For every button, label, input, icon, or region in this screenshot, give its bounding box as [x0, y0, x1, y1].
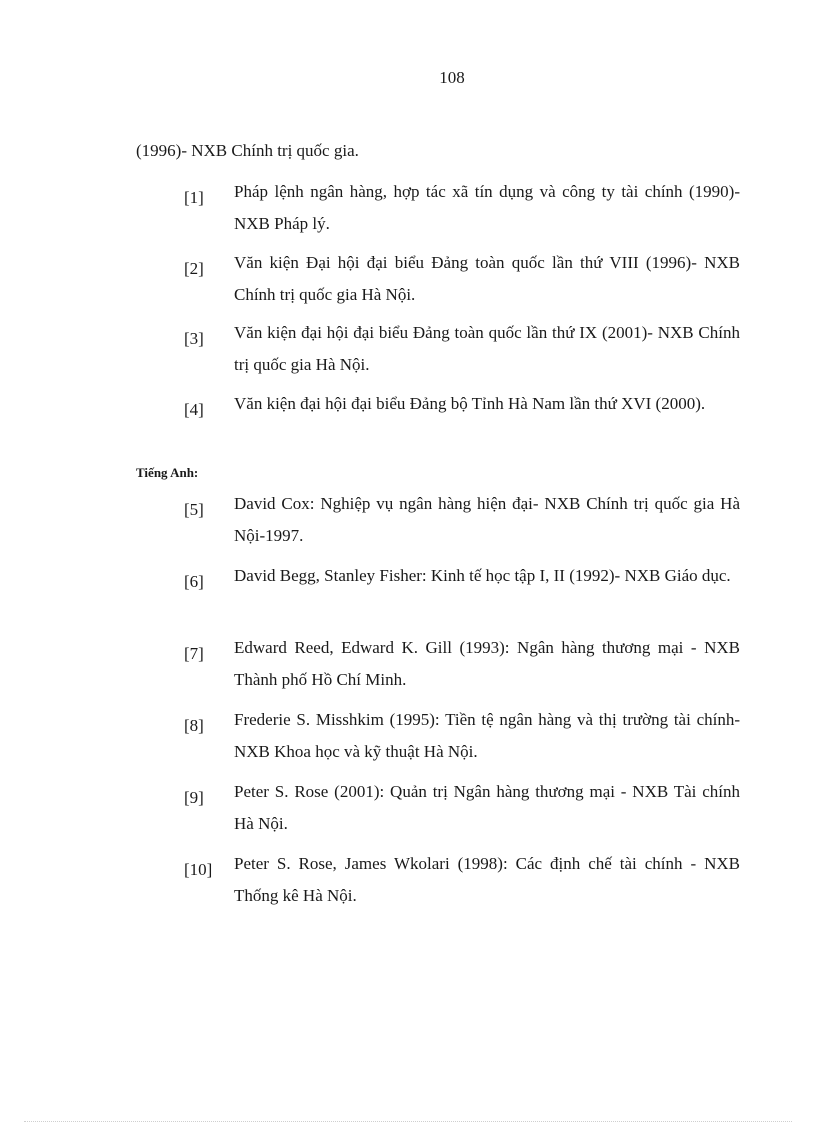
reference-item	[184, 848, 740, 912]
reference-text: Văn kiện đại hội đại biểu Đảng toàn quốc lần thứ IX (2001)- NXB Chính trị quốc gia Hà Nội.	[234, 323, 740, 374]
reference-text: Văn kiện đại hội đại biểu Đảng bộ Tỉnh Hà Nam lần thứ XVI (2000).	[234, 394, 706, 413]
reference-number: [4]	[184, 400, 204, 419]
reference-text: Văn kiện Đại hội đại biểu Đảng toàn quốc lần thứ VIII (1996)- NXB Chính trị quốc gia Hà Nội.	[234, 253, 740, 304]
page-number: 108	[439, 68, 465, 87]
page-bottom-divider	[24, 1121, 792, 1122]
reference-number: [1]	[184, 188, 204, 207]
section-heading: Tiếng Anh:	[136, 465, 199, 480]
reference-item	[184, 488, 740, 552]
reference-number: [8]	[184, 716, 204, 735]
reference-number: [9]	[184, 788, 204, 807]
reference-item	[184, 704, 740, 768]
reference-number: [6]	[184, 572, 204, 591]
reference-item	[184, 317, 740, 381]
reference-number: [10]	[184, 860, 213, 879]
reference-text: Pháp lệnh ngân hàng, hợp tác xã tín dụng và công ty tài chính (1990)- NXB Pháp lý.	[234, 182, 740, 233]
reference-item	[184, 632, 740, 696]
reference-item	[184, 388, 740, 420]
reference-item	[184, 247, 740, 311]
reference-item	[184, 560, 740, 592]
reference-text: Peter S. Rose, James Wkolari (1998): Các định chế tài chính - NXB Thống kê Hà Nội.	[234, 854, 740, 905]
reference-text: Frederie S. Misshkim (1995): Tiền tệ ngân hàng và thị trường tài chính- NXB Khoa học và kỹ thuật Hà Nội.	[234, 710, 740, 761]
reference-number: [7]	[184, 644, 204, 663]
reference-item	[184, 176, 740, 240]
reference-number: [5]	[184, 500, 204, 519]
reference-text: Edward Reed, Edward K. Gill (1993): Ngân hàng thương mại - NXB Thành phố Hồ Chí Minh.	[234, 638, 740, 689]
continuation-text: (1996)- NXB Chính trị quốc gia.	[136, 141, 359, 160]
reference-item	[184, 776, 740, 840]
reference-text: David Begg, Stanley Fisher: Kinh tế học tập I, II (1992)- NXB Giáo dục.	[234, 566, 731, 585]
reference-number: [2]	[184, 259, 204, 278]
reference-text: Peter S. Rose (2001): Quản trị Ngân hàng thương mại - NXB Tài chính Hà Nội.	[234, 782, 740, 833]
reference-text: David Cox: Nghiệp vụ ngân hàng hiện đại- NXB Chính trị quốc gia Hà Nội-1997.	[234, 494, 740, 545]
reference-number: [3]	[184, 329, 204, 348]
